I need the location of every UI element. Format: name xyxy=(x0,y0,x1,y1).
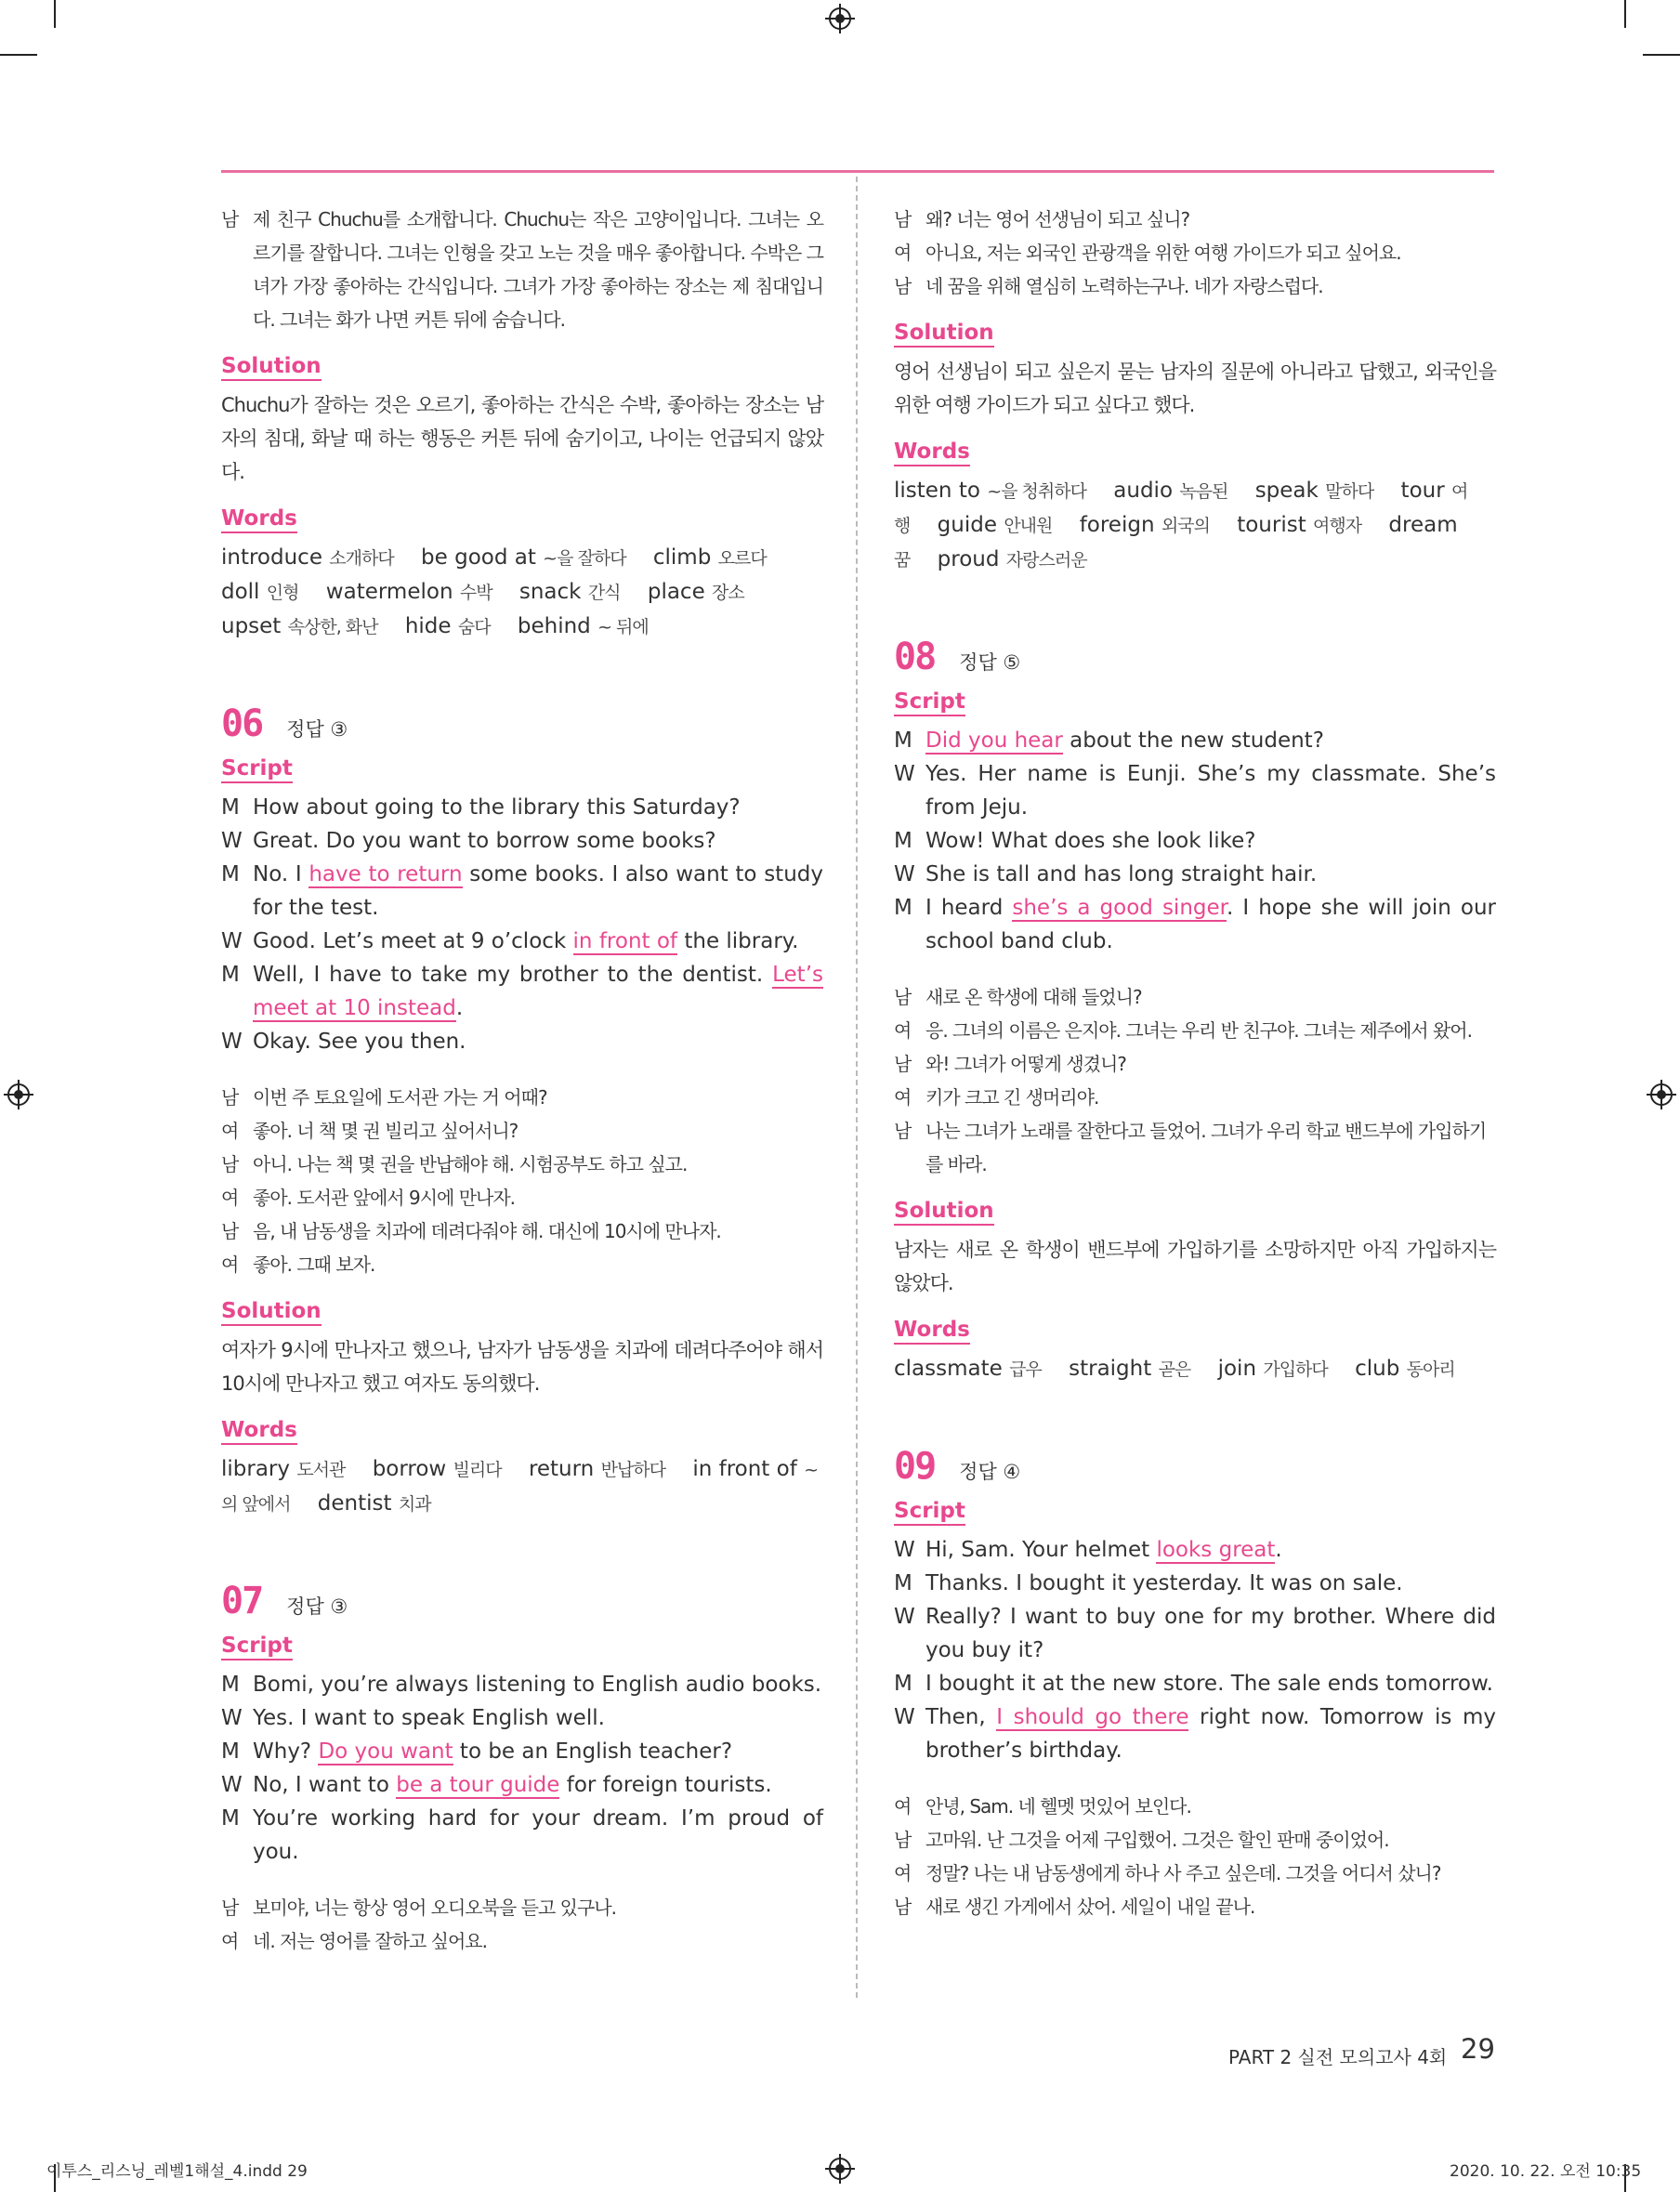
korean-text: 새로 생긴 가게에서 샀어. 세일이 내일 끝나. xyxy=(925,1896,1255,1918)
line-text: some books. I also want to study for the test. xyxy=(253,862,823,920)
script-heading: Script xyxy=(894,1498,965,1526)
script-line xyxy=(894,757,1496,824)
korean-translation xyxy=(894,203,1496,303)
word-en: borrow xyxy=(372,1457,447,1481)
question-header xyxy=(894,1444,1496,1489)
line-text: for foreign tourists. xyxy=(559,1773,772,1797)
korean-text: 보미야, 너는 항상 영어 오디오북을 듣고 있구나. xyxy=(253,1897,616,1919)
speaker: W xyxy=(894,862,915,886)
korean-text: 나는 그녀가 노래를 잘한다고 들었어. 그녀가 우리 학교 밴드부에 가입하기를 바라. xyxy=(925,1120,1487,1175)
words-heading: Words xyxy=(894,439,970,466)
registration-mark-icon xyxy=(829,2158,851,2180)
script-line xyxy=(221,1768,823,1802)
word-ko: 외국의 xyxy=(1161,516,1210,536)
word-ko: 자랑스러운 xyxy=(1005,550,1087,571)
speaker: 남 xyxy=(894,1053,912,1075)
line-text: Thanks. I bought it yesterday. It was on sale. xyxy=(925,1571,1403,1595)
speaker: W xyxy=(221,829,243,853)
word-ko: 간식 xyxy=(587,583,621,603)
speaker: W xyxy=(894,1538,915,1562)
line-text: . xyxy=(1275,1538,1282,1562)
speaker: 여 xyxy=(221,1120,239,1142)
script-line xyxy=(221,1701,823,1735)
highlight-phrase: I should go there xyxy=(996,1705,1189,1729)
line-text: No, I want to xyxy=(253,1773,397,1797)
line-text: . I hope she will join our school band club. xyxy=(925,896,1497,953)
korean-line xyxy=(894,203,1496,236)
script-line xyxy=(221,858,823,925)
korean-text: 아니. 나는 책 몇 권을 반납해야 해. 시험공부도 하고 싶고. xyxy=(253,1153,688,1175)
word-ko: ~을 잘하다 xyxy=(543,548,626,569)
print-slug-file: 이투스_리스닝_레벨1해설_4.indd 29 xyxy=(46,2162,308,2181)
line-text: She is tall and has long straight hair. xyxy=(925,862,1318,886)
speaker: 여 xyxy=(894,1019,912,1042)
korean-line xyxy=(894,1890,1496,1923)
word-ko: 여행 xyxy=(894,481,1468,536)
question-number: 07 xyxy=(221,1580,263,1622)
word-en: be good at xyxy=(421,545,536,570)
speaker: 남 xyxy=(221,1220,239,1242)
line-text: Great. Do you want to borrow some books? xyxy=(253,829,716,853)
words-heading: Words xyxy=(221,1417,297,1445)
script-block xyxy=(221,791,823,1058)
korean-text: 왜? 너는 영어 선생님이 되고 싶니? xyxy=(925,208,1190,230)
korean-text: 고마워. 난 그것을 어제 구입했어. 그것은 할인 판매 중이었어. xyxy=(925,1829,1389,1851)
word-ko: 소개하다 xyxy=(329,548,394,569)
word-ko: 여행자 xyxy=(1313,516,1362,536)
word-ko: 안내원 xyxy=(1004,516,1053,536)
korean-text: 좋아. 도서관 앞에서 9시에 만나자. xyxy=(253,1187,516,1209)
words-heading: Words xyxy=(894,1317,970,1345)
speaker: 남 xyxy=(894,1896,912,1918)
speaker: M xyxy=(894,896,912,920)
korean-text: 음, 내 남동생을 치과에 데려다줘야 해. 대신에 10시에 만나자. xyxy=(253,1220,721,1242)
answer-label: 정답 ③ xyxy=(286,1595,348,1618)
line-text: I heard xyxy=(925,896,1013,920)
speaker: M xyxy=(894,728,912,753)
speaker: 여 xyxy=(221,1930,239,1952)
solution-text: 영어 선생님이 되고 싶은지 묻는 남자의 질문에 아니라고 답했고, 외국인을 위한 여행 가이드가 되고 싶다고 했다. xyxy=(894,361,1496,416)
registration-mark-icon xyxy=(829,7,851,30)
word-en: proud xyxy=(937,547,1000,571)
word-ko: 곧은 xyxy=(1158,1359,1191,1380)
speaker: 남 xyxy=(894,1120,912,1142)
word-ko: ~의 앞에서 xyxy=(221,1460,819,1515)
script-line xyxy=(221,1802,823,1869)
word-en: dream xyxy=(1388,513,1458,537)
word-en: tour xyxy=(1400,479,1445,503)
word-ko: 꿈 xyxy=(894,550,911,571)
korean-text: 응. 그녀의 이름은 은지야. 그녀는 우리 반 친구야. 그녀는 제주에서 왔어. xyxy=(925,1019,1472,1042)
speaker: M xyxy=(221,1739,240,1764)
word-ko: 수박 xyxy=(459,583,492,603)
script-line xyxy=(894,1667,1496,1700)
korean-text: 안녕, Sam. 네 헬멧 멋있어 보인다. xyxy=(925,1795,1191,1818)
script-heading: Script xyxy=(894,689,965,716)
word-en: club xyxy=(1355,1357,1400,1381)
speaker: 남 xyxy=(894,1829,912,1851)
line-text: Yes. Her name is Eunji. She’s my classmate. She’s from Jeju. xyxy=(925,762,1496,820)
speaker: 여 xyxy=(221,1187,239,1209)
korean-text: 키가 크고 긴 생머리야. xyxy=(925,1086,1099,1109)
word-en: doll xyxy=(221,580,260,604)
speaker: 여 xyxy=(894,242,912,264)
speaker: M xyxy=(221,963,240,987)
speaker: M xyxy=(894,829,912,853)
script-line xyxy=(894,1533,1496,1567)
korean-line xyxy=(221,1114,823,1148)
word-en: introduce xyxy=(221,545,322,570)
words-heading: Words xyxy=(221,505,297,533)
speaker: M xyxy=(221,862,240,886)
speaker: W xyxy=(221,929,243,953)
speaker: 여 xyxy=(894,1795,912,1818)
answer-label: 정답 ③ xyxy=(286,718,348,741)
word-ko: 말하다 xyxy=(1325,481,1374,502)
speaker: 남 xyxy=(221,208,239,230)
script-line xyxy=(894,891,1496,958)
word-en: snack xyxy=(518,580,582,604)
word-ko: 속상한, 화난 xyxy=(287,617,378,637)
line-text: Okay. See you then. xyxy=(253,1030,466,1054)
speaker: W xyxy=(894,1605,915,1629)
line-text: to be an English teacher? xyxy=(453,1739,733,1764)
words-list xyxy=(894,1352,1496,1386)
highlight-phrase: Let’s meet at 10 instead xyxy=(253,963,823,1020)
speaker: W xyxy=(221,1773,243,1797)
script-line xyxy=(221,925,823,958)
korean-line xyxy=(894,1047,1496,1081)
line-text: . xyxy=(455,996,464,1020)
word-en: guide xyxy=(937,513,997,537)
word-ko: ~ 뒤에 xyxy=(597,617,649,637)
solution-text: 남자는 새로 온 학생이 밴드부에 가입하기를 소망하지만 아직 가입하지는 않았다. xyxy=(894,1239,1496,1294)
word-en: behind xyxy=(517,614,591,638)
korean-text: 제 친구 Chuchu를 소개합니다. Chuchu는 작은 고양이입니다. 그녀는 오르기를 잘합니다. 그녀는 인형을 갖고 노는 것을 매우 좋아합니다. 수박은 그녀가 가장 좋아하는 간식입니다. 그녀가 가장 좋아하는 장소는 제 침대입니다. 그녀는 화가 나면 커튼 뒤에 숨습니다. xyxy=(253,208,823,331)
script-line xyxy=(894,824,1496,858)
korean-translation xyxy=(221,1891,823,1958)
korean-line xyxy=(894,980,1496,1014)
line-text: How about going to the library this Saturday? xyxy=(253,795,741,820)
speaker: M xyxy=(221,1673,240,1697)
speaker: M xyxy=(894,1571,912,1595)
korean-line xyxy=(894,1014,1496,1047)
solution-heading: Solution xyxy=(894,1198,994,1226)
word-en: dentist xyxy=(317,1491,392,1516)
script-heading: Script xyxy=(221,1633,293,1660)
line-text: right now. Tomorrow is my brother’s birthday. xyxy=(925,1705,1496,1763)
script-heading: Script xyxy=(221,755,293,783)
word-en: watermelon xyxy=(325,580,453,604)
script-line xyxy=(221,1668,823,1701)
speaker: M xyxy=(221,795,240,820)
right-column xyxy=(894,203,1496,1923)
line-text: Hi, Sam. Your helmet xyxy=(925,1538,1157,1562)
column-divider xyxy=(856,177,858,1998)
crop-mark xyxy=(1624,0,1626,28)
korean-line xyxy=(894,269,1496,303)
word-en: library xyxy=(221,1457,290,1481)
speaker: W xyxy=(221,1706,243,1730)
korean-text: 와! 그녀가 어떻게 생겼니? xyxy=(925,1053,1126,1075)
korean-line xyxy=(894,1081,1496,1114)
script-block xyxy=(894,724,1496,958)
solution-heading: Solution xyxy=(894,320,994,348)
solution-heading: Solution xyxy=(221,353,322,381)
korean-line xyxy=(221,1214,823,1248)
korean-translation xyxy=(221,1081,823,1281)
solution-text: 여자가 9시에 만나자고 했으나, 남자가 남동생을 치과에 데려다주어야 해서 10시에 만나자고 했고 여자도 동의했다. xyxy=(221,1339,823,1395)
line-text: No. I xyxy=(253,862,309,886)
word-ko: 빌리다 xyxy=(453,1460,502,1480)
print-slug-date: 2020. 10. 22. 오전 10:35 xyxy=(1450,2162,1642,2181)
korean-line xyxy=(221,1148,823,1181)
korean-text: 이번 주 토요일에 도서관 가는 거 어때? xyxy=(253,1086,547,1109)
line-text: Then, xyxy=(925,1705,997,1729)
speaker: M xyxy=(221,1806,240,1831)
line-text: Why? xyxy=(253,1739,319,1764)
crop-mark xyxy=(0,54,37,56)
solution-text: Chuchu가 잘하는 것은 오르기, 좋아하는 간식은 수박, 좋아하는 장소는 남자의 침대, 화날 때 하는 행동은 커튼 뒤에 숨기이고, 나이는 언급되지 않았다. xyxy=(221,394,823,483)
words-list xyxy=(221,541,823,644)
line-text: Yes. I want to speak English well. xyxy=(253,1706,605,1730)
speaker: 남 xyxy=(894,986,912,1008)
script-line xyxy=(221,1025,823,1058)
korean-text: 정말? 나는 내 남동생에게 하나 사 주고 싶은데. 그것을 어디서 샀니? xyxy=(925,1862,1441,1884)
korean-line xyxy=(894,1114,1496,1181)
words-list xyxy=(221,1452,823,1521)
line-text: Well, I have to take my brother to the dentist. xyxy=(253,963,773,987)
word-ko: 숨다 xyxy=(457,617,491,637)
answer-label: 정답 ⑤ xyxy=(959,651,1021,674)
highlight-phrase: she’s a good singer xyxy=(1012,896,1227,920)
speaker: 여 xyxy=(221,1254,239,1276)
korean-line xyxy=(221,203,823,336)
word-en: audio xyxy=(1113,479,1174,503)
word-ko: 동아리 xyxy=(1406,1359,1455,1380)
korean-text: 좋아. 그때 보자. xyxy=(253,1254,375,1276)
crop-mark xyxy=(54,0,56,28)
korean-line xyxy=(221,1891,823,1924)
question-header xyxy=(221,1579,823,1623)
script-line xyxy=(894,1567,1496,1600)
word-en: hide xyxy=(404,614,452,638)
word-ko: 오르다 xyxy=(717,548,767,569)
script-line xyxy=(894,724,1496,757)
speaker: W xyxy=(221,1030,243,1054)
script-block xyxy=(221,1668,823,1869)
speaker: 남 xyxy=(221,1153,239,1175)
korean-text: 좋아. 너 책 몇 권 빌리고 싶어서니? xyxy=(253,1120,518,1142)
line-text: Good. Let’s meet at 9 o’clock xyxy=(253,929,573,953)
korean-line xyxy=(221,1924,823,1958)
footer-section-label: PART 2 실전 모의고사 4회 xyxy=(1228,2046,1448,2068)
highlight-phrase: be a tour guide xyxy=(396,1773,560,1797)
line-text: Really? I want to buy one for my brother. Where did you buy it? xyxy=(925,1605,1496,1662)
line-text: Wow! What does she look like? xyxy=(925,829,1256,853)
word-ko: 반납하다 xyxy=(600,1460,665,1480)
word-ko: ~을 청취하다 xyxy=(987,481,1086,502)
speaker: 남 xyxy=(221,1086,239,1109)
answer-label: 정답 ④ xyxy=(959,1461,1021,1483)
korean-translation xyxy=(894,1790,1496,1923)
word-en: straight xyxy=(1069,1357,1152,1381)
word-en: classmate xyxy=(894,1357,1003,1381)
speaker: M xyxy=(894,1672,912,1696)
korean-text: 새로 온 학생에 대해 들었니? xyxy=(925,986,1142,1008)
korean-line xyxy=(894,1790,1496,1823)
word-en: return xyxy=(528,1457,595,1481)
script-line xyxy=(894,858,1496,891)
word-en: speak xyxy=(1254,479,1319,503)
script-line xyxy=(221,958,823,1025)
word-en: upset xyxy=(221,614,282,638)
words-list xyxy=(894,474,1496,577)
question-header xyxy=(894,635,1496,679)
speaker: W xyxy=(894,762,915,786)
korean-text: 네 꿈을 위해 열심히 노력하는구나. 네가 자랑스럽다. xyxy=(925,275,1323,297)
korean-line xyxy=(221,1081,823,1114)
question-number: 06 xyxy=(221,702,263,745)
script-block xyxy=(894,1533,1496,1767)
line-text: about the new student? xyxy=(1062,728,1324,753)
word-ko: 급우 xyxy=(1009,1359,1042,1380)
korean-line xyxy=(894,1857,1496,1890)
script-line xyxy=(894,1700,1496,1767)
korean-translation xyxy=(894,980,1496,1181)
highlight-phrase: Do you want xyxy=(318,1739,453,1764)
word-en: climb xyxy=(652,545,712,570)
speaker: 여 xyxy=(894,1862,912,1884)
highlight-phrase: looks great xyxy=(1156,1538,1276,1562)
top-rule xyxy=(221,170,1494,173)
crop-mark xyxy=(1643,54,1680,56)
question-number: 08 xyxy=(894,636,936,678)
word-en: join xyxy=(1217,1357,1257,1381)
left-column xyxy=(221,203,823,1958)
highlight-phrase: have to return xyxy=(308,862,463,886)
word-ko: 인형 xyxy=(266,583,299,603)
word-ko: 녹음된 xyxy=(1179,481,1228,502)
highlight-phrase: in front of xyxy=(572,929,678,953)
speaker: 남 xyxy=(894,275,912,297)
script-line xyxy=(221,1735,823,1768)
question-header xyxy=(221,702,823,746)
highlight-phrase: Did you hear xyxy=(925,728,1063,753)
line-text: the library. xyxy=(677,929,799,953)
script-line xyxy=(221,791,823,824)
registration-mark-icon xyxy=(1650,1083,1673,1106)
korean-text: 네. 저는 영어를 잘하고 싶어요. xyxy=(253,1930,487,1952)
script-line xyxy=(894,1600,1496,1667)
word-ko: 도서관 xyxy=(296,1460,346,1480)
word-en: tourist xyxy=(1237,513,1306,537)
speaker: 남 xyxy=(221,1897,239,1919)
korean-line xyxy=(894,1823,1496,1857)
page-number: 29 xyxy=(1461,2033,1495,2065)
word-ko: 치과 xyxy=(398,1494,431,1515)
word-ko: 장소 xyxy=(712,583,744,603)
korean-line xyxy=(221,1181,823,1214)
line-text: I bought it at the new store. The sale ends tomorrow. xyxy=(925,1672,1493,1696)
question-number: 09 xyxy=(894,1445,936,1488)
speaker: W xyxy=(894,1705,915,1729)
script-line xyxy=(221,824,823,858)
word-ko: 가입하다 xyxy=(1263,1359,1328,1380)
word-en: in front of xyxy=(692,1457,797,1481)
speaker: 남 xyxy=(894,208,912,230)
solution-heading: Solution xyxy=(221,1298,322,1326)
line-text: Bomi, you’re always listening to English audio books. xyxy=(253,1673,822,1697)
korean-line xyxy=(894,236,1496,269)
korean-line xyxy=(221,1248,823,1281)
word-en: place xyxy=(647,580,705,604)
speaker: 여 xyxy=(894,1086,912,1109)
line-text: You’re working hard for your dream. I’m proud of you. xyxy=(253,1806,823,1864)
korean-text: 아니요, 저는 외국인 관광객을 위한 여행 가이드가 되고 싶어요. xyxy=(925,242,1401,264)
word-en: listen to xyxy=(894,479,980,503)
word-en: foreign xyxy=(1079,513,1155,537)
registration-mark-icon xyxy=(7,1083,30,1106)
